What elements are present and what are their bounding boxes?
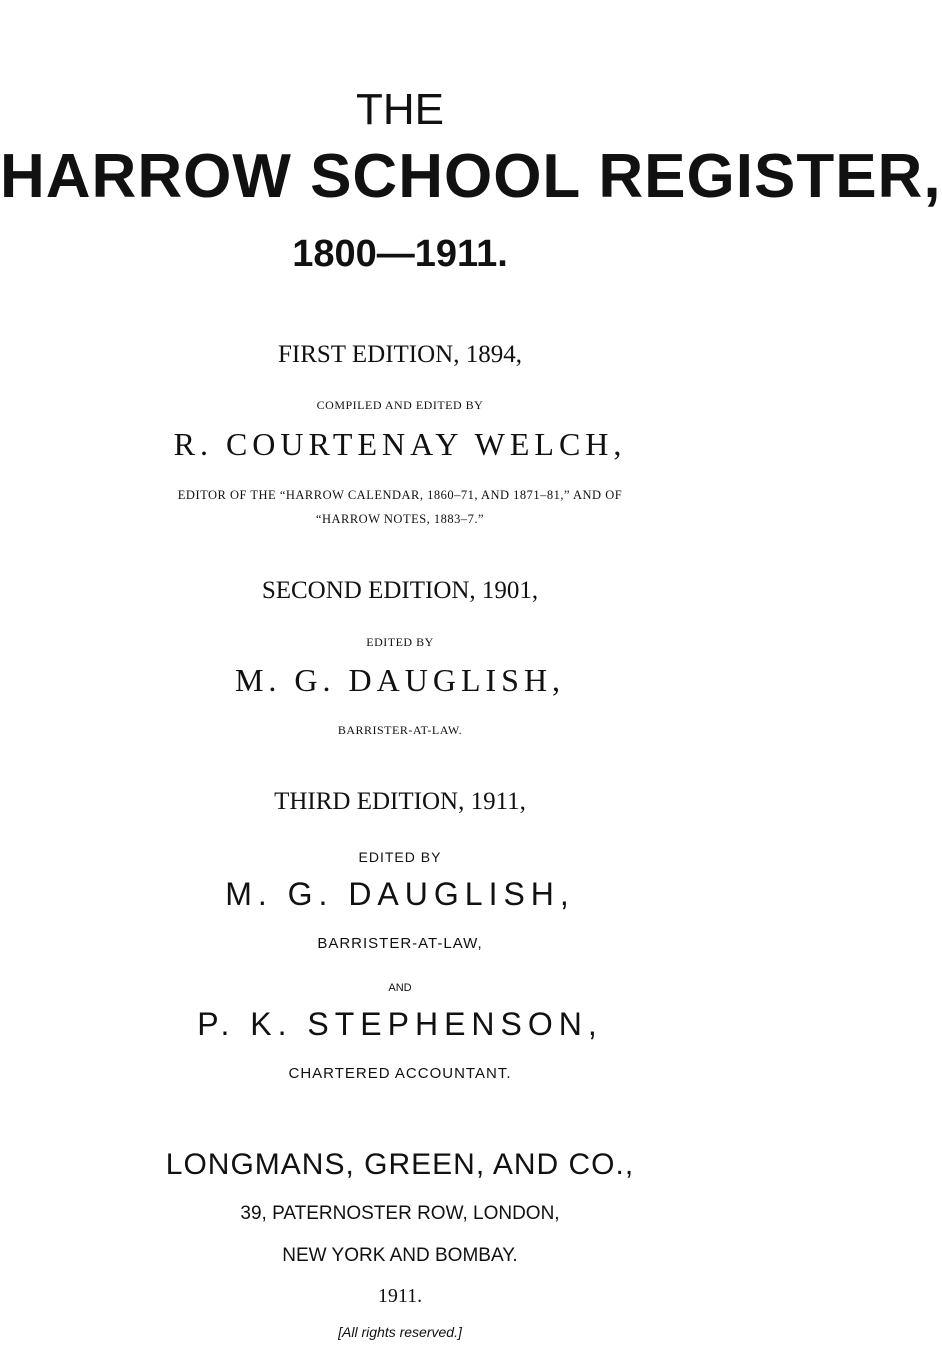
- third-edition-editor1: M. G. DAUGLISH,: [225, 876, 575, 912]
- third-edition-credit: EDITED BY: [358, 849, 442, 865]
- rights-notice: [All rights reserved.]: [338, 1324, 462, 1340]
- first-edition-note-line2: “HARROW NOTES, 1883–7.”: [315, 512, 485, 526]
- publisher-name: LONGMANS, GREEN, AND CO.,: [165, 1148, 635, 1181]
- publisher-year: 1911.: [377, 1285, 423, 1307]
- third-edition-and: AND: [388, 982, 412, 994]
- publisher-address: 39, PATERNOSTER ROW, LONDON,: [240, 1203, 560, 1224]
- second-edition-editor: M. G. DAUGLISH,: [234, 662, 566, 698]
- second-edition-heading: SECOND EDITION, 1901,: [261, 577, 539, 604]
- title-the: THE: [356, 85, 444, 134]
- publisher-cities: NEW YORK AND BOMBAY.: [282, 1245, 518, 1266]
- title-years: 1800—1911.: [292, 233, 508, 275]
- second-edition-credit: EDITED BY: [366, 635, 434, 649]
- first-edition-credit: COMPILED AND EDITED BY: [316, 398, 484, 412]
- title-main: HARROW SCHOOL REGISTER,: [0, 142, 942, 211]
- third-edition-heading: THIRD EDITION, 1911,: [274, 788, 526, 815]
- first-edition-editor: R. COURTENAY WELCH,: [173, 426, 627, 462]
- third-edition-editor2: P. K. STEPHENSON,: [197, 1006, 603, 1042]
- first-edition-heading: FIRST EDITION, 1894,: [278, 341, 522, 368]
- third-edition-role1: BARRISTER-AT-LAW,: [317, 935, 483, 952]
- first-edition-note-line1: EDITOR OF THE “HARROW CALENDAR, 1860–71, AND 1871–81,” AND OF: [177, 488, 623, 502]
- second-edition-role: BARRISTER-AT-LAW.: [337, 723, 463, 737]
- third-edition-role2: CHARTERED ACCOUNTANT.: [288, 1065, 512, 1082]
